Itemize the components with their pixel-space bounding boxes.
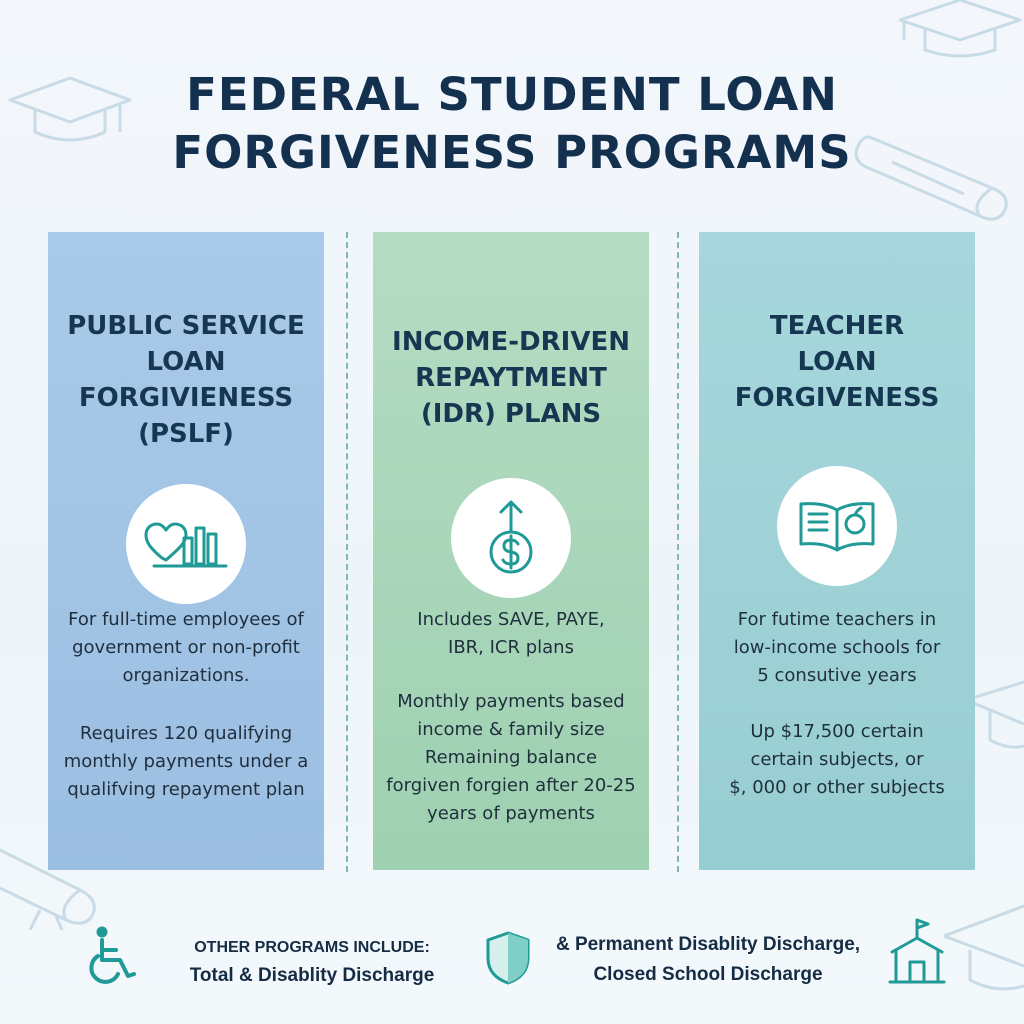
card-title-line: LOAN bbox=[797, 347, 877, 377]
title-line-1: FEDERAL STUDENT LOAN bbox=[186, 68, 838, 121]
other-programs-left bbox=[172, 934, 452, 990]
text-line: 5 consutive years bbox=[757, 665, 917, 686]
school-building-icon bbox=[886, 916, 948, 986]
text-line: low-income schools for bbox=[733, 637, 941, 658]
text-line: monthly payments under a bbox=[63, 751, 309, 772]
card-requirements bbox=[711, 718, 963, 802]
other-programs-line: & Permanent Disablity Discharge, bbox=[555, 934, 861, 955]
other-programs-right bbox=[540, 930, 876, 990]
card-description bbox=[60, 606, 312, 690]
text-line: income & family size bbox=[417, 719, 605, 740]
text-line: years of payments bbox=[427, 803, 595, 824]
title-line-2: FORGIVENESS PROGRAMS bbox=[172, 126, 852, 179]
teacher-card bbox=[699, 232, 975, 870]
graduation-cap-icon bbox=[880, 0, 1024, 60]
card-description bbox=[711, 606, 963, 690]
icon-badge bbox=[126, 484, 246, 604]
card-description bbox=[385, 606, 637, 662]
text-line: Requires 120 qualifying bbox=[79, 723, 293, 744]
text-line: forgiven forgien after 20-25 bbox=[386, 775, 636, 796]
card-title-line: (IDR) PLANS bbox=[420, 399, 602, 429]
card-title-line: (PSLF) bbox=[138, 419, 234, 449]
dollar-arrow-up-icon bbox=[476, 496, 546, 580]
open-book-apple-icon bbox=[795, 496, 879, 556]
card-title-line: FORGIVENESS bbox=[734, 383, 940, 413]
text-line: qualifving repayment plan bbox=[67, 779, 305, 800]
other-programs-heading: OTHER PROGRAMS INCLUDE: bbox=[194, 939, 430, 956]
card-title-line: FORGIVIENESS bbox=[78, 383, 294, 413]
heart-bar-chart-icon bbox=[142, 514, 230, 574]
page-title bbox=[0, 66, 1024, 182]
other-programs-line: Total & Disablity Discharge bbox=[189, 965, 435, 986]
card-title-line: LOAN bbox=[146, 347, 226, 377]
icon-badge bbox=[451, 478, 571, 598]
text-line: Includes SAVE, PAYE, bbox=[417, 609, 605, 630]
text-line: government or non-profit bbox=[72, 637, 300, 658]
card-requirements bbox=[60, 720, 312, 804]
card-title-line: INCOME-DRIVEN bbox=[392, 327, 630, 357]
card-title bbox=[58, 308, 314, 452]
text-line: For futime teachers in bbox=[737, 609, 937, 630]
idr-card bbox=[373, 232, 649, 870]
shield-icon bbox=[484, 930, 532, 986]
text-line: Remaining balance bbox=[424, 747, 598, 768]
text-line: Monthly payments based bbox=[397, 691, 625, 712]
text-line: Up $17,500 certain bbox=[750, 721, 924, 742]
text-line: certain subjects, or bbox=[750, 749, 924, 770]
card-title-line: PUBLIC SERVICE bbox=[67, 311, 305, 341]
card-requirements bbox=[385, 688, 637, 828]
icon-badge bbox=[777, 466, 897, 586]
column-divider bbox=[677, 232, 679, 872]
card-title-line: REPAYTMENT bbox=[415, 363, 607, 393]
text-line: For full-time employees of bbox=[68, 609, 304, 630]
other-programs-line: Closed School Discharge bbox=[593, 964, 823, 985]
card-title-line: TEACHER bbox=[769, 311, 905, 341]
text-line: organizations. bbox=[122, 665, 250, 686]
card-title bbox=[383, 324, 639, 432]
graduation-cap-icon bbox=[940, 900, 1024, 1000]
text-line: IBR, ICR plans bbox=[448, 637, 574, 658]
card-title bbox=[709, 308, 965, 416]
text-line: $, 000 or other subjects bbox=[729, 777, 945, 798]
pslf-card bbox=[48, 232, 324, 870]
wheelchair-icon bbox=[88, 926, 140, 986]
column-divider bbox=[346, 232, 348, 872]
